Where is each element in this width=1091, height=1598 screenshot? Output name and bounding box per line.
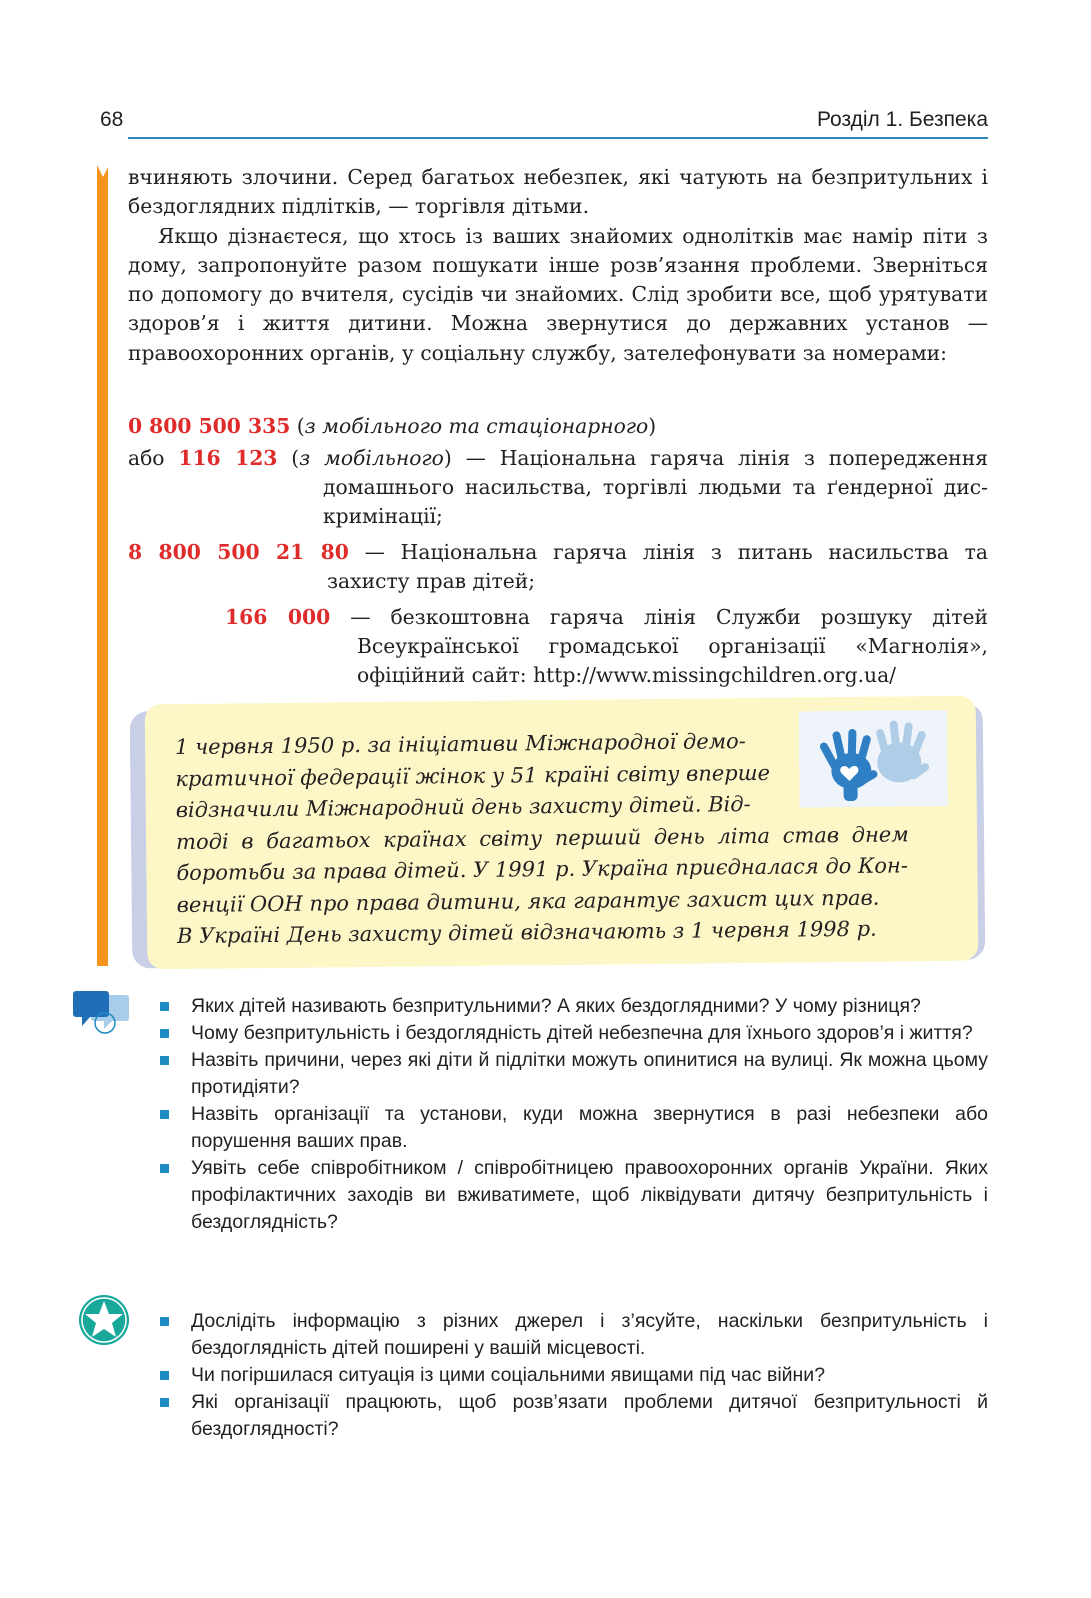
phone-line-3b: захисту прав дітей;	[327, 569, 536, 593]
phone-note: з мобільного та стаціонарного	[304, 414, 649, 438]
phone-line-4	[225, 603, 988, 632]
phone-number: 166 000	[225, 605, 331, 629]
research-item	[158, 1308, 988, 1362]
callout-line: 1 червня 1950 р. за ініціативи Міжнародної демо-	[174, 729, 746, 760]
research-text: Які організації працюють, щоб розв’язати проблеми дитячої безпритульності й бездоглядності?	[191, 1391, 988, 1440]
phone-line-2	[128, 444, 988, 473]
research-text: Чи погіршилася ситуація із цими соціальними явищами під час війни?	[191, 1364, 826, 1386]
question-text: Чому безпритульність і бездоглядність дітей небезпечна для їхнього здоров’я і життя?	[191, 1022, 973, 1044]
question-text: Уявіть себе співробітником / співробітницею правоохоронних органів України. Яких профілактичних заходів ви вживатимете, щоб ліквідувати дитячу безпритульність і бездоглядність?	[191, 1157, 988, 1233]
research-list	[158, 1308, 988, 1443]
bullet-icon	[160, 1398, 169, 1407]
phone-number: 8 800 500 21 80	[128, 540, 349, 564]
children-day-callout	[145, 696, 979, 970]
question-item	[158, 1155, 988, 1236]
questions-list	[158, 993, 988, 1236]
paragraph-1: вчиняють злочини. Серед багатьох небезпек, які чатують на безпритульних і бездоглядних підлітків, — торгівля дітьми.	[128, 165, 988, 219]
bullet-icon	[160, 1002, 169, 1011]
research-item	[158, 1362, 988, 1389]
phone-number: 116 123	[178, 446, 278, 470]
callout-line: відзначили Міжнародний день захисту дітей. Від-	[175, 792, 751, 823]
bullet-icon	[160, 1317, 169, 1326]
header-rule	[128, 137, 988, 139]
phone-number: 0 800 500 335	[128, 414, 291, 438]
bullet-icon	[160, 1371, 169, 1380]
question-item	[158, 1020, 988, 1047]
paren: )	[648, 414, 657, 438]
phone-line-3	[128, 538, 988, 567]
phone-description: — Національна гаряча лінія з попередження	[451, 446, 989, 470]
phone-description: — Національна гаряча лінія з питань насильства та	[348, 540, 988, 564]
body-text	[128, 163, 988, 368]
question-text: Назвіть організації та установи, куди можна звернутися в разі небезпеки або порушення ваших прав.	[191, 1103, 988, 1152]
question-text: Назвіть причини, через які діти й підлітки можуть опинитися на вулиці. Як можна цьому протидіяти?	[191, 1049, 988, 1098]
page-header	[100, 108, 988, 138]
question-item	[158, 993, 988, 1020]
phone-line-4c: офіційний сайт: http://www.missingchildren.org.ua/	[357, 663, 897, 687]
bullet-icon	[160, 1029, 169, 1038]
callout-line: В Україні День захисту дітей відзначають з 1 червня 1998 р.	[176, 916, 877, 949]
page-number: 68	[100, 108, 124, 131]
phone-line-1	[128, 412, 656, 441]
phone-description: — безкоштовна гаряча лінія Служби розшуку дітей	[330, 605, 988, 629]
phone-line-4b: Всеукраїнської громадської організації «Магнолія»,	[357, 634, 988, 658]
bullet-icon	[160, 1164, 169, 1173]
callout-line: боротьби за права дітей. У 1991 р. Україна приєдналася до Кон-	[176, 853, 908, 886]
bullet-icon	[160, 1056, 169, 1065]
phone-line-2c: кримінації;	[323, 504, 443, 528]
callout-line: кратичної федерації жінок у 51 країні світу вперше	[175, 760, 771, 791]
phone-note: з мобільного	[299, 446, 444, 470]
phone-line-2b: домашнього насильства, торгівлі людьми та ґендерної дис-	[323, 475, 988, 499]
callout-text	[175, 724, 947, 953]
paren: )	[443, 446, 452, 470]
paren: (	[290, 414, 305, 438]
callout-line: тоді в багатьох країнах світу перший день літа став днем	[175, 821, 909, 854]
paragraph-2: Якщо дізнаєтеся, що хтось із ваших знайомих однолітків має намір піти з дому, запропонуйте разом пошукати інше розв’язання проблеми. Зверніться по допомогу до вчителя, сусідів чи знайомих. Слід зробити все, щоб урятувати здоров’я і життя дитини. Можна звернутися до державних установ — правоохоронних органів, у соціальну службу, зателефонувати за номерами:	[128, 223, 988, 365]
paren: (	[277, 446, 300, 470]
research-item	[158, 1389, 988, 1443]
callout-line: венції ООН про права дитини, яка гарантує захист цих прав.	[176, 885, 880, 917]
side-accent-bar	[97, 163, 108, 966]
research-text: Дослідіть інформацію з різних джерел і з’ясуйте, наскільки безпритульність і бездоглядність дітей поширені у вашій місцевості.	[191, 1310, 988, 1359]
bullet-icon	[160, 1110, 169, 1119]
question-text: Яких дітей називають безпритульними? А яких бездоглядними? У чому різниця?	[191, 995, 921, 1017]
star-icon	[78, 1294, 130, 1346]
phone-prefix: або	[128, 446, 179, 470]
question-item	[158, 1101, 988, 1155]
section-title: Розділ 1. Безпека	[816, 108, 988, 131]
question-item	[158, 1047, 988, 1101]
side-bar-notch	[96, 163, 110, 177]
speech-bubbles-icon	[72, 987, 130, 1035]
